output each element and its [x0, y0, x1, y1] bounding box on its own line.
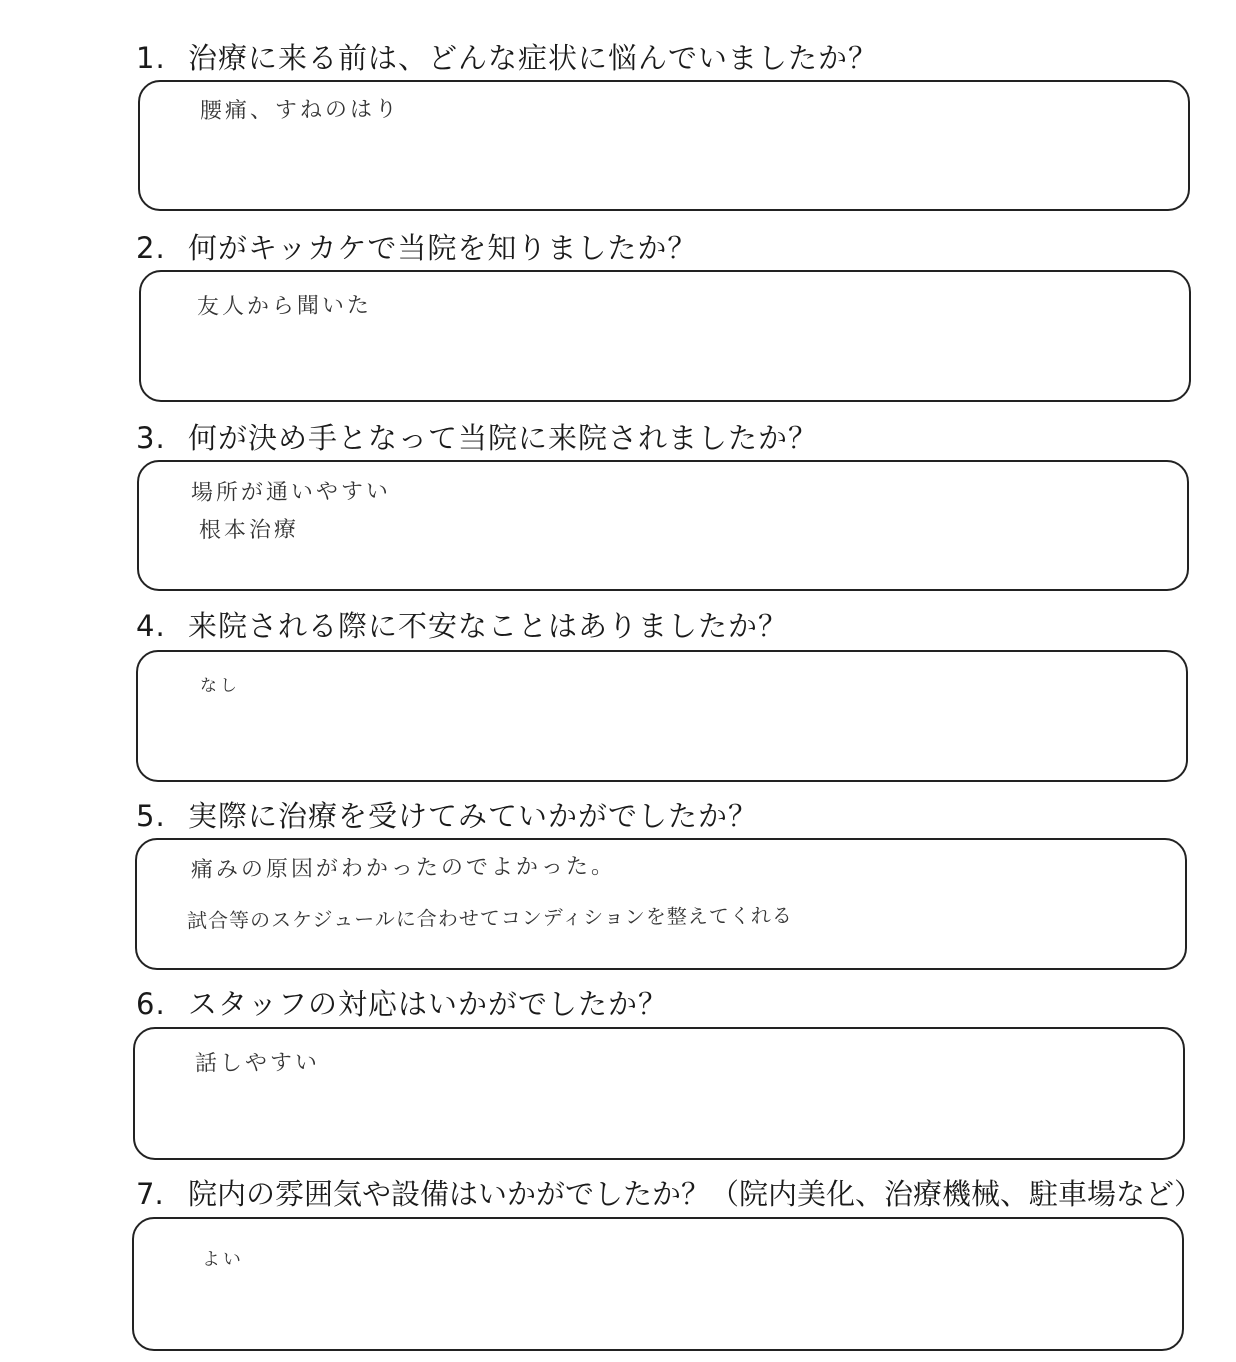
- answer-3-line-1: 場所が通いやすい: [190, 479, 392, 506]
- question-3-text: 何が決め手となって当院に来院されましたか？: [188, 421, 819, 455]
- question-6: [136, 987, 669, 1021]
- question-2-number: 2.: [136, 231, 166, 265]
- answer-1-line-1: 腰痛、すねのはり: [199, 97, 401, 124]
- question-2: [136, 231, 698, 265]
- question-3: [136, 421, 819, 455]
- question-6-text: スタッフの対応はいかがでしたか？: [188, 987, 669, 1021]
- question-3-number: 3.: [136, 421, 166, 455]
- question-5-number: 5.: [136, 799, 166, 833]
- answer-6-line-1: 話しやすい: [194, 1050, 321, 1077]
- answer-box-6: [133, 1027, 1185, 1160]
- question-1: [136, 41, 879, 75]
- answer-box-7: [132, 1217, 1184, 1351]
- answer-box-1: [138, 80, 1190, 211]
- answer-box-2: [139, 270, 1191, 402]
- question-5: [136, 799, 759, 833]
- question-6-number: 6.: [136, 987, 166, 1021]
- answer-box-5: [135, 838, 1187, 970]
- answer-7-line-1: よい: [201, 1248, 245, 1271]
- question-4-number: 4.: [136, 609, 166, 643]
- question-4: [136, 609, 789, 643]
- answer-box-4: [136, 650, 1188, 782]
- question-7-text: 院内の雰囲気や設備はいかがでしたか？（院内美化、治療機械、駐車場など）: [188, 1177, 1204, 1211]
- answer-5-line-1: 痛みの原因がわかったのでよかった。: [190, 854, 617, 883]
- question-7-number: 7.: [136, 1177, 164, 1211]
- answer-3-line-2: 根本治療: [198, 517, 300, 544]
- question-1-text: 治療に来る前は、どんな症状に悩んでいましたか？: [188, 41, 879, 75]
- answer-4-line-1: なし: [199, 675, 241, 697]
- answer-5-line-2: 試合等のスケジュールに合わせてコンディションを整えてくれる: [186, 903, 793, 933]
- question-7: [136, 1177, 1204, 1211]
- question-1-number: 1.: [136, 41, 166, 75]
- answer-2-line-1: 友人から聞いた: [196, 293, 373, 320]
- answer-box-3: [137, 460, 1189, 591]
- question-5-text: 実際に治療を受けてみていかがでしたか？: [188, 799, 759, 833]
- question-4-text: 来院される際に不安なことはありましたか？: [188, 609, 789, 643]
- question-2-text: 何がキッカケで当院を知りましたか？: [188, 231, 698, 265]
